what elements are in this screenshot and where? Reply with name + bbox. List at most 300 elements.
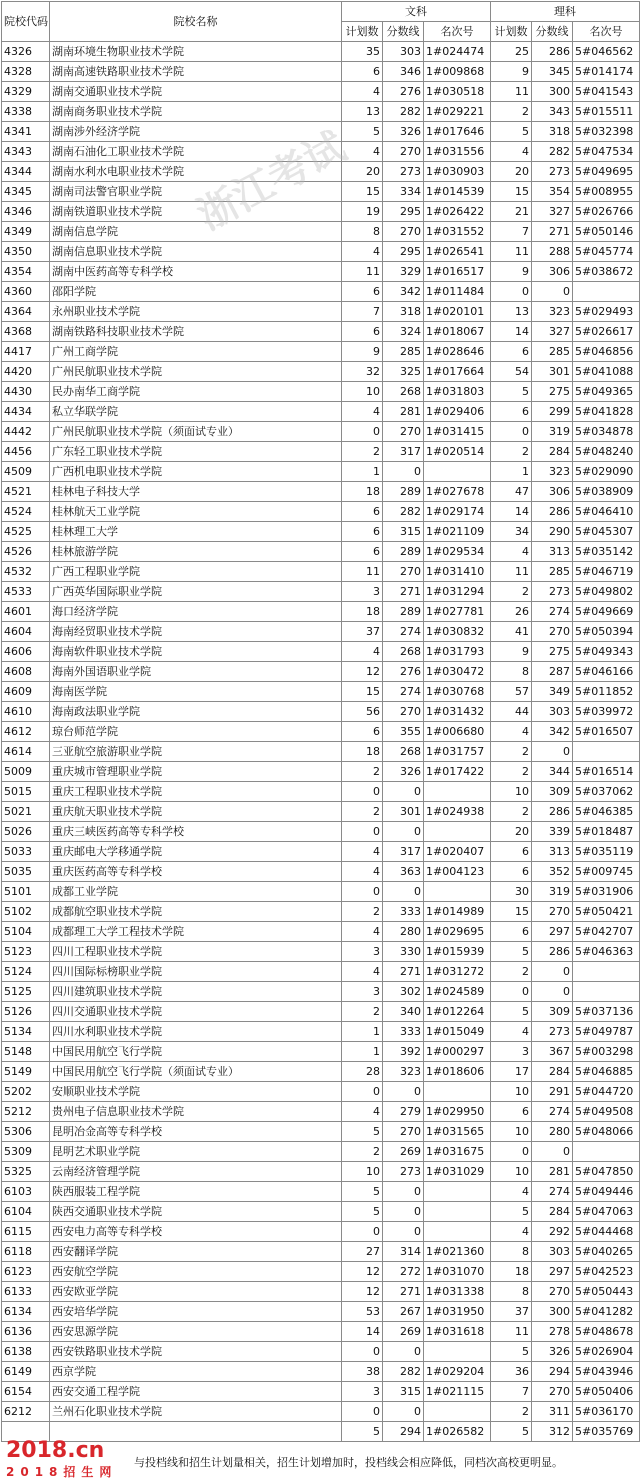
cell-code: 4608 [2,662,50,682]
table-row [2,1242,640,1262]
cell-code: 6154 [2,1382,50,1402]
watermark-text: 浙江考试 [190,123,354,240]
cell-score-science: 339 [532,822,573,842]
cell-rank-science: 5#041088 [573,362,640,382]
cell-rank-science: 5#049343 [573,642,640,662]
cell-name: 湖南水利水电职业技术学院 [50,162,342,182]
cell-score-science: 306 [532,262,573,282]
cell-rank-arts: 1#015939 [424,942,491,962]
cell-code: 4532 [2,562,50,582]
table-row [2,642,640,662]
cell-code: 6103 [2,1182,50,1202]
cell-score-science: 275 [532,382,573,402]
table-row [2,1262,640,1282]
cell-name: 西安铁路职业技术学院 [50,1342,342,1362]
cell-score-science: 286 [532,802,573,822]
cell-score-arts: 355 [383,722,424,742]
table-row [2,1062,640,1082]
cell-plan-arts: 8 [342,222,383,242]
cell-rank-arts [424,1082,491,1102]
cell-rank-science: 5#016514 [573,762,640,782]
cell-plan-arts: 27 [342,1242,383,1262]
cell-plan-arts: 0 [342,882,383,902]
cell-plan-arts: 6 [342,502,383,522]
cell-plan-arts: 7 [342,302,383,322]
cell-rank-arts: 1#031432 [424,702,491,722]
cell-rank-science: 5#049669 [573,602,640,622]
cell-code: 4329 [2,82,50,102]
cell-score-science: 323 [532,462,573,482]
cell-rank-arts: 1#026541 [424,242,491,262]
cell-code: 5009 [2,762,50,782]
cell-rank-arts: 1#031675 [424,1142,491,1162]
cell-score-arts: 333 [383,1022,424,1042]
cell-score-science: 300 [532,82,573,102]
cell-score-arts: 269 [383,1142,424,1162]
cell-rank-science: 5#045307 [573,522,640,542]
cell-score-arts: 267 [383,1302,424,1322]
header-name: 院校名称 [50,2,342,42]
cell-plan-science: 5 [491,382,532,402]
table-row [2,1282,640,1302]
table-row [2,142,640,162]
cell-plan-science: 37 [491,1302,532,1322]
cell-plan-science: 6 [491,342,532,362]
cell-name: 云南经济管理学院 [50,1162,342,1182]
table-row [2,722,640,742]
cell-name: 西安翻译学院 [50,1242,342,1262]
cell-rank-arts: 1#030518 [424,82,491,102]
cell-score-arts: 363 [383,862,424,882]
cell-name: 西安培华学院 [50,1302,342,1322]
cell-score-science: 286 [532,502,573,522]
cell-plan-science: 2 [491,102,532,122]
cell-name: 陕西交通职业技术学院 [50,1202,342,1222]
table-row [2,282,640,302]
cell-score-science: 290 [532,522,573,542]
cell-score-arts: 302 [383,982,424,1002]
table-row [2,1082,640,1102]
cell-score-science: 278 [532,1322,573,1342]
cell-rank-science: 5#048678 [573,1322,640,1342]
cell-plan-science: 9 [491,62,532,82]
cell-code: 4354 [2,262,50,282]
cell-name: 桂林理工大学 [50,522,342,542]
cell-name: 昆明艺术职业学院 [50,1142,342,1162]
cell-score-science: 297 [532,1262,573,1282]
cell-name: 海南经贸职业技术学院 [50,622,342,642]
table-row [2,382,640,402]
cell-rank-arts: 1#031618 [424,1322,491,1342]
cell-score-arts: 0 [383,1402,424,1422]
cell-plan-arts: 4 [342,862,383,882]
table-row [2,1322,640,1342]
cell-code: 5035 [2,862,50,882]
cell-plan-science: 14 [491,322,532,342]
cell-plan-arts: 38 [342,1362,383,1382]
cell-rank-arts: 1#031029 [424,1162,491,1182]
cell-code: 5033 [2,842,50,862]
cell-name: 海南外国语职业学院 [50,662,342,682]
cell-plan-science: 10 [491,782,532,802]
table-row [2,782,640,802]
cell-code: 5124 [2,962,50,982]
cell-rank-science: 5#049695 [573,162,640,182]
cell-rank-arts: 1#017646 [424,122,491,142]
header-group-science: 理科 [491,2,640,22]
cell-plan-science: 6 [491,842,532,862]
cell-rank-science: 5#029090 [573,462,640,482]
cell-score-science: 313 [532,542,573,562]
header-rank-arts: 名次号 [424,22,491,42]
cell-plan-arts: 2 [342,762,383,782]
cell-score-arts: 282 [383,502,424,522]
cell-rank-arts: 1#029950 [424,1102,491,1122]
cell-plan-arts: 28 [342,1062,383,1082]
cell-rank-arts: 1#024589 [424,982,491,1002]
cell-rank-science: 5#044720 [573,1082,640,1102]
cell-code: 6133 [2,1282,50,1302]
cell-score-science: 354 [532,182,573,202]
cell-name: 西安欧亚学院 [50,1282,342,1302]
cell-score-science: 309 [532,782,573,802]
cell-score-science: 299 [532,402,573,422]
cell-plan-science: 20 [491,162,532,182]
cell-rank-science: 5#047063 [573,1202,640,1222]
cell-rank-science [573,1142,640,1162]
footer-note: 与投档线和招生计划量相关，招生计划增加时，投档线会相应降低，同档次高校更明显。 [134,1456,563,1469]
cell-plan-arts: 18 [342,742,383,762]
cell-rank-arts: 1#014539 [424,182,491,202]
cell-plan-arts: 5 [342,122,383,142]
header-row-groups [2,2,640,22]
table-row [2,942,640,962]
cell-plan-arts: 5 [342,1122,383,1142]
cell-plan-science: 9 [491,262,532,282]
cell-code: 4417 [2,342,50,362]
cell-code: 5309 [2,1142,50,1162]
cell-score-arts: 329 [383,262,424,282]
cell-rank-arts: 1#024474 [424,42,491,62]
cell-score-arts: 0 [383,1182,424,1202]
cell-rank-science [573,742,640,762]
cell-score-science: 270 [532,1282,573,1302]
cell-score-science: 367 [532,1042,573,1062]
table-row [2,1342,640,1362]
cell-score-science: 343 [532,102,573,122]
cell-score-arts: 268 [383,382,424,402]
cell-rank-arts: 1#031338 [424,1282,491,1302]
cell-rank-science: 5#014174 [573,62,640,82]
cell-rank-science: 5#050406 [573,1382,640,1402]
cell-name: 桂林旅游学院 [50,542,342,562]
cell-code: 4368 [2,322,50,342]
cell-rank-arts [424,1402,491,1422]
table-row [2,1142,640,1162]
cell-code: 4610 [2,702,50,722]
cell-rank-arts [424,882,491,902]
cell-code: 6136 [2,1322,50,1342]
cell-rank-arts [424,1342,491,1362]
cell-score-science: 291 [532,1082,573,1102]
cell-name: 广西英华国际职业学院 [50,582,342,602]
table-row [2,762,640,782]
cell-plan-arts: 4 [342,922,383,942]
header-score-arts: 分数线 [383,22,424,42]
cell-score-arts: 274 [383,622,424,642]
cell-rank-science: 5#049365 [573,382,640,402]
cell-plan-arts: 6 [342,722,383,742]
cell-rank-arts: 1#000297 [424,1042,491,1062]
cell-name: 湖南高速铁路职业技术学院 [50,62,342,82]
cell-name: 广西机电职业技术学院 [50,462,342,482]
table-row [2,162,640,182]
cell-code: 6149 [2,1362,50,1382]
cell-score-arts: 342 [383,282,424,302]
cell-rank-science: 5#003298 [573,1042,640,1062]
cell-plan-arts: 0 [342,1342,383,1362]
cell-name: 海南医学院 [50,682,342,702]
cell-code: 6123 [2,1262,50,1282]
cell-plan-science: 10 [491,1122,532,1142]
cell-score-science: 327 [532,322,573,342]
cell-plan-arts: 6 [342,62,383,82]
cell-plan-science: 21 [491,202,532,222]
cell-name: 中国民用航空飞行学院 [50,1042,342,1062]
table-row [2,562,640,582]
cell-plan-science: 5 [491,1002,532,1022]
cell-score-science: 294 [532,1362,573,1382]
cell-code: 4525 [2,522,50,542]
table-row [2,602,640,622]
cell-code: 4350 [2,242,50,262]
cell-name: 重庆医药高等专科学校 [50,862,342,882]
cell-rank-science: 5#026617 [573,322,640,342]
cell-code: 5134 [2,1022,50,1042]
cell-score-arts: 276 [383,82,424,102]
cell-rank-science: 5#037136 [573,1002,640,1022]
cell-score-science: 270 [532,1382,573,1402]
cell-rank-science: 5#040265 [573,1242,640,1262]
table-row [2,982,640,1002]
table-row [2,962,640,982]
cell-name: 西安电力高等专科学校 [50,1222,342,1242]
cell-plan-arts: 2 [342,1142,383,1162]
cell-code: 5149 [2,1062,50,1082]
table-row [2,1202,640,1222]
cell-score-arts: 276 [383,662,424,682]
cell-plan-arts: 0 [342,782,383,802]
table-row [2,342,640,362]
cell-rank-arts: 1#031757 [424,742,491,762]
cell-plan-arts: 4 [342,402,383,422]
cell-score-science: 288 [532,242,573,262]
cell-plan-arts: 2 [342,1002,383,1022]
cell-plan-arts: 53 [342,1302,383,1322]
cell-rank-arts [424,1182,491,1202]
cell-code: 6212 [2,1402,50,1422]
cell-score-arts: 0 [383,822,424,842]
cell-plan-science: 6 [491,922,532,942]
cell-score-science: 273 [532,582,573,602]
cell-plan-science: 6 [491,1102,532,1122]
cell-plan-arts: 20 [342,162,383,182]
cell-rank-arts: 1#016517 [424,262,491,282]
cell-rank-arts: 1#029221 [424,102,491,122]
cell-score-science: 287 [532,662,573,682]
cell-code: 4609 [2,682,50,702]
cell-rank-science: 5#018487 [573,822,640,842]
cell-rank-science: 5#046363 [573,942,640,962]
cell-rank-arts: 1#020514 [424,442,491,462]
cell-code: 4364 [2,302,50,322]
cell-code: 6115 [2,1222,50,1242]
cell-rank-arts: 1#021115 [424,1382,491,1402]
cell-score-arts: 268 [383,742,424,762]
cell-rank-arts [424,462,491,482]
cell-score-arts: 326 [383,762,424,782]
cell-score-science: 285 [532,562,573,582]
cell-plan-science: 5 [491,942,532,962]
header-plan-science: 计划数 [491,22,532,42]
cell-code: 4604 [2,622,50,642]
cell-name: 四川国际标榜职业学院 [50,962,342,982]
cell-score-arts: 326 [383,122,424,142]
cell-score-science: 285 [532,342,573,362]
cell-score-science: 284 [532,1202,573,1222]
header-group-liberal-arts: 文科 [342,2,491,22]
cell-rank-arts: 1#031410 [424,562,491,582]
cell-rank-arts: 1#017422 [424,762,491,782]
cell-code: 5306 [2,1122,50,1142]
cell-rank-arts: 1#031552 [424,222,491,242]
cell-rank-science: 5#050443 [573,1282,640,1302]
cell-rank-arts: 1#006680 [424,722,491,742]
cell-code: 4343 [2,142,50,162]
cell-plan-arts: 3 [342,982,383,1002]
cell-code: 4521 [2,482,50,502]
cell-rank-science: 5#045774 [573,242,640,262]
cell-rank-arts: 1#031272 [424,962,491,982]
cell-plan-science: 6 [491,402,532,422]
cell-plan-science: 1 [491,462,532,482]
cell-name: 西安思源学院 [50,1322,342,1342]
cell-plan-science: 9 [491,642,532,662]
cell-score-arts: 301 [383,802,424,822]
table-row [2,582,640,602]
cell-score-science: 0 [532,742,573,762]
cell-code: 4509 [2,462,50,482]
cell-rank-science: 5#046885 [573,1062,640,1082]
cell-score-arts: 0 [383,1202,424,1222]
cell-score-arts: 0 [383,1342,424,1362]
table-row [2,182,640,202]
table-row [2,402,640,422]
table-row [2,102,640,122]
table-row [2,442,640,462]
cell-score-arts: 270 [383,562,424,582]
cell-rank-science: 5#044468 [573,1222,640,1242]
cell-name: 重庆工程职业技术学院 [50,782,342,802]
cell-plan-science: 36 [491,1362,532,1382]
cell-plan-arts: 35 [342,42,383,62]
cell-plan-arts: 0 [342,1082,383,1102]
cell-rank-arts: 1#004123 [424,862,491,882]
cell-rank-arts: 1#009868 [424,62,491,82]
cell-rank-science: 5#034878 [573,422,640,442]
cell-plan-arts: 56 [342,702,383,722]
table-row [2,702,640,722]
table-row [2,542,640,562]
table-row [2,902,640,922]
cell-rank-science: 5#037062 [573,782,640,802]
cell-rank-arts: 1#031803 [424,382,491,402]
cell-code: 5202 [2,1082,50,1102]
cell-plan-arts: 14 [342,1322,383,1342]
cell-name: 重庆三峡医药高等专科学校 [50,822,342,842]
cell-plan-arts: 10 [342,382,383,402]
table-row [2,462,640,482]
cell-rank-science: 5#049508 [573,1102,640,1122]
cell-name: 西安交通工程学院 [50,1382,342,1402]
table-row [2,1042,640,1062]
cell-plan-arts: 6 [342,522,383,542]
cell-name: 重庆航天职业技术学院 [50,802,342,822]
cell-plan-science: 4 [491,1222,532,1242]
cell-plan-science: 8 [491,1242,532,1262]
cell-rank-science: 5#046166 [573,662,640,682]
cell-name: 广州工商学院 [50,342,342,362]
cell-name: 西京学院 [50,1362,342,1382]
cell-name: 贵州电子信息职业技术学院 [50,1102,342,1122]
cell-plan-science: 2 [491,962,532,982]
cell-score-arts: 285 [383,342,424,362]
cell-plan-science: 11 [491,82,532,102]
cell-rank-science: 5#049446 [573,1182,640,1202]
table-row [2,522,640,542]
cell-name: 兰州石化职业技术学院 [50,1402,342,1422]
cell-plan-science: 10 [491,1162,532,1182]
cell-score-science: 327 [532,202,573,222]
cell-code: 5126 [2,1002,50,1022]
cell-code: 4601 [2,602,50,622]
cell-score-science: 0 [532,282,573,302]
cell-name: 湖南涉外经济学院 [50,122,342,142]
cell-code: 6134 [2,1302,50,1322]
cell-score-arts: 279 [383,1102,424,1122]
logo-sub-text: 2018招生网 [6,1465,118,1479]
table-row [2,1122,640,1142]
cell-plan-arts: 1 [342,1042,383,1062]
cell-plan-arts: 0 [342,422,383,442]
cell-rank-arts: 1#030832 [424,622,491,642]
cell-rank-arts: 1#031565 [424,1122,491,1142]
cell-plan-arts: 0 [342,1222,383,1242]
cell-score-science: 281 [532,1162,573,1182]
cell-plan-science: 2 [491,1402,532,1422]
cell-plan-arts: 18 [342,602,383,622]
table-row [2,842,640,862]
table-row [2,1402,640,1422]
cell-plan-science: 5 [491,1422,532,1442]
cell-name: 四川工程职业技术学院 [50,942,342,962]
cell-rank-arts [424,1222,491,1242]
cell-plan-science: 4 [491,542,532,562]
cell-plan-arts: 3 [342,582,383,602]
cell-name: 重庆城市管理职业学院 [50,762,342,782]
header-rank-science: 名次号 [573,22,640,42]
cell-plan-arts: 6 [342,282,383,302]
